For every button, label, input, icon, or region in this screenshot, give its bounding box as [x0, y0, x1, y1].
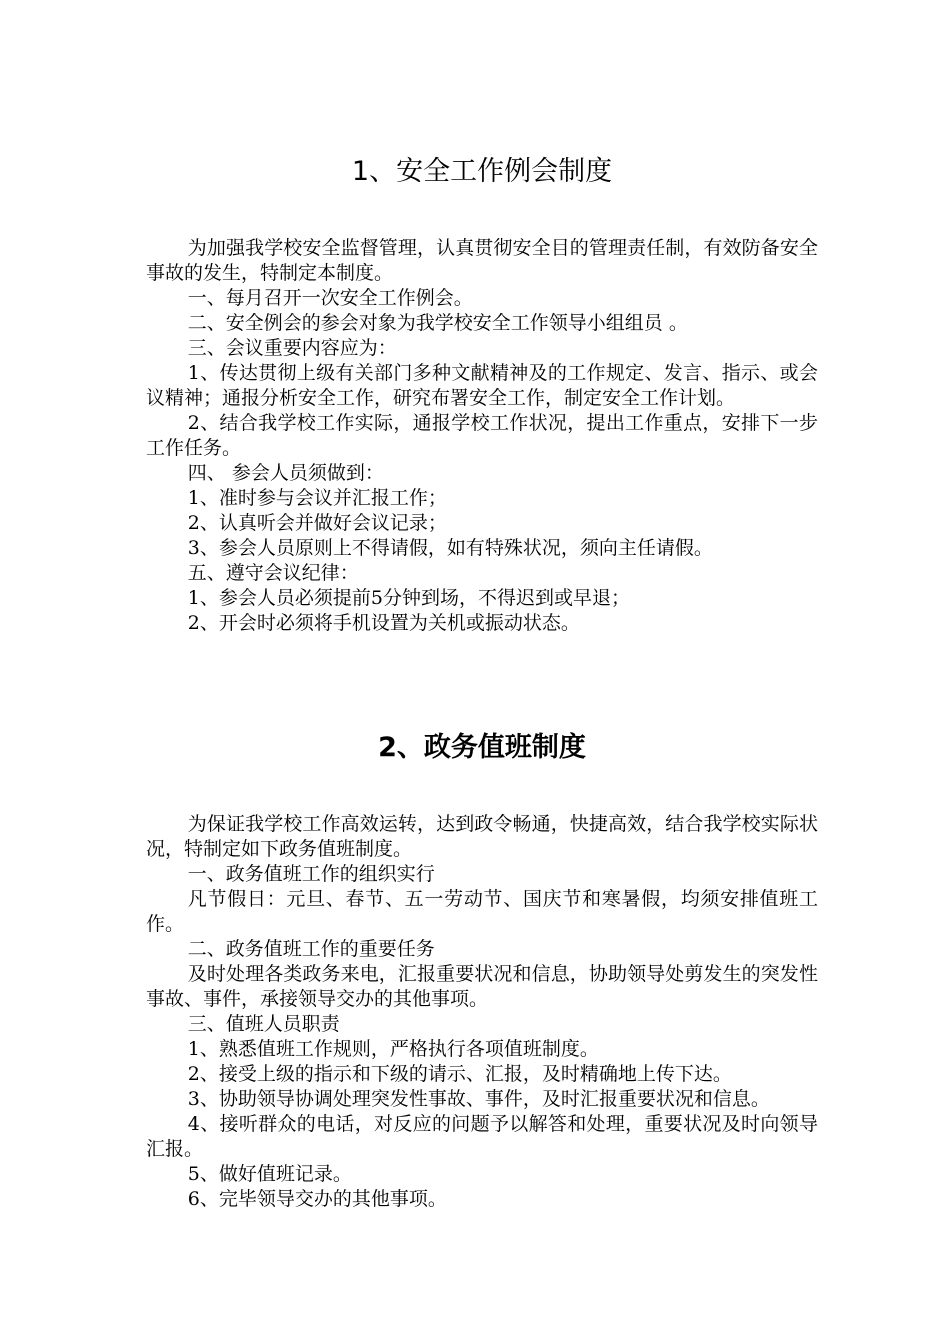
section-safety-meeting	[146, 152, 818, 636]
paragraph: 6、完毕领导交办的其他事项。	[187, 1188, 447, 1210]
section-body	[146, 812, 818, 1212]
paragraph: 1、传达贯彻上级有关部门多种文献精神及的工作规定、发言、指示、或会议精神；通报分析安全工作，研究布署安全工作，制定安全工作计划。	[146, 362, 818, 409]
paragraph: 4、接听群众的电话，对反应的问题予以解答和处理，重要状况及时向领导汇报。	[146, 1113, 818, 1160]
paragraph: 1、准时参与会议并汇报工作；	[187, 487, 447, 509]
paragraph: 三、会议重要内容应为：	[187, 337, 397, 359]
paragraph: 五、遵守会议纪律：	[187, 562, 359, 584]
paragraph: 为加强我学校安全监督管理，认真贯彻安全目的管理责任制，有效防备安全事故的发生，特制定本制度。	[146, 237, 818, 284]
paragraph: 2、结合我学校工作实际，通报学校工作状况，提出工作重点，安排下一步工作任务。	[146, 412, 818, 459]
paragraph: 二、安全例会的参会对象为我学校安全工作领导小组组员 。	[187, 312, 688, 334]
paragraph: 3、协助领导协调处理突发性事故、事件，及时汇报重要状况和信息。	[187, 1088, 770, 1110]
paragraph: 及时处理各类政务来电，汇报重要状况和信息，协助领导处剪发生的突发性事故、事件，承接领导交办的其他事项。	[146, 963, 818, 1010]
paragraph: 3、参会人员原则上不得请假，如有特殊状况，须向主任请假。	[187, 537, 713, 559]
section-title: 1、安全工作例会制度	[351, 156, 613, 187]
paragraph: 凡节假日：元旦、春节、五一劳动节、国庆节和寒暑假，均须安排值班工作。	[146, 888, 818, 935]
section-title: 2、政务值班制度	[378, 732, 586, 763]
paragraph: 一、每月召开一次安全工作例会。	[187, 287, 473, 309]
section-body	[146, 236, 818, 636]
paragraph: 一、政务值班工作的组织实行	[187, 863, 435, 885]
paragraph: 二、政务值班工作的重要任务	[187, 938, 435, 960]
paragraph: 2、接受上级的指示和下级的请示、汇报，及时精确地上传下达。	[187, 1063, 732, 1085]
paragraph: 三、值班人员职责	[187, 1013, 340, 1035]
section-duty-system	[146, 728, 818, 1212]
paragraph: 为保证我学校工作高效运转，达到政令畅通，快捷高效，结合我学校实际状况，特制定如下政务值班制度。	[146, 813, 818, 860]
paragraph: 1、参会人员必须提前5分钟到场，不得迟到或早退；	[187, 587, 630, 609]
paragraph: 2、认真听会并做好会议记录；	[187, 512, 447, 534]
paragraph: 四、 参会人员须做到：	[187, 462, 384, 484]
paragraph: 2、开会时必须将手机设置为关机或振动状态。	[187, 612, 580, 634]
paragraph: 1、熟悉值班工作规则，严格执行各项值班制度。	[187, 1038, 599, 1060]
paragraph: 5、做好值班记录。	[187, 1163, 352, 1185]
